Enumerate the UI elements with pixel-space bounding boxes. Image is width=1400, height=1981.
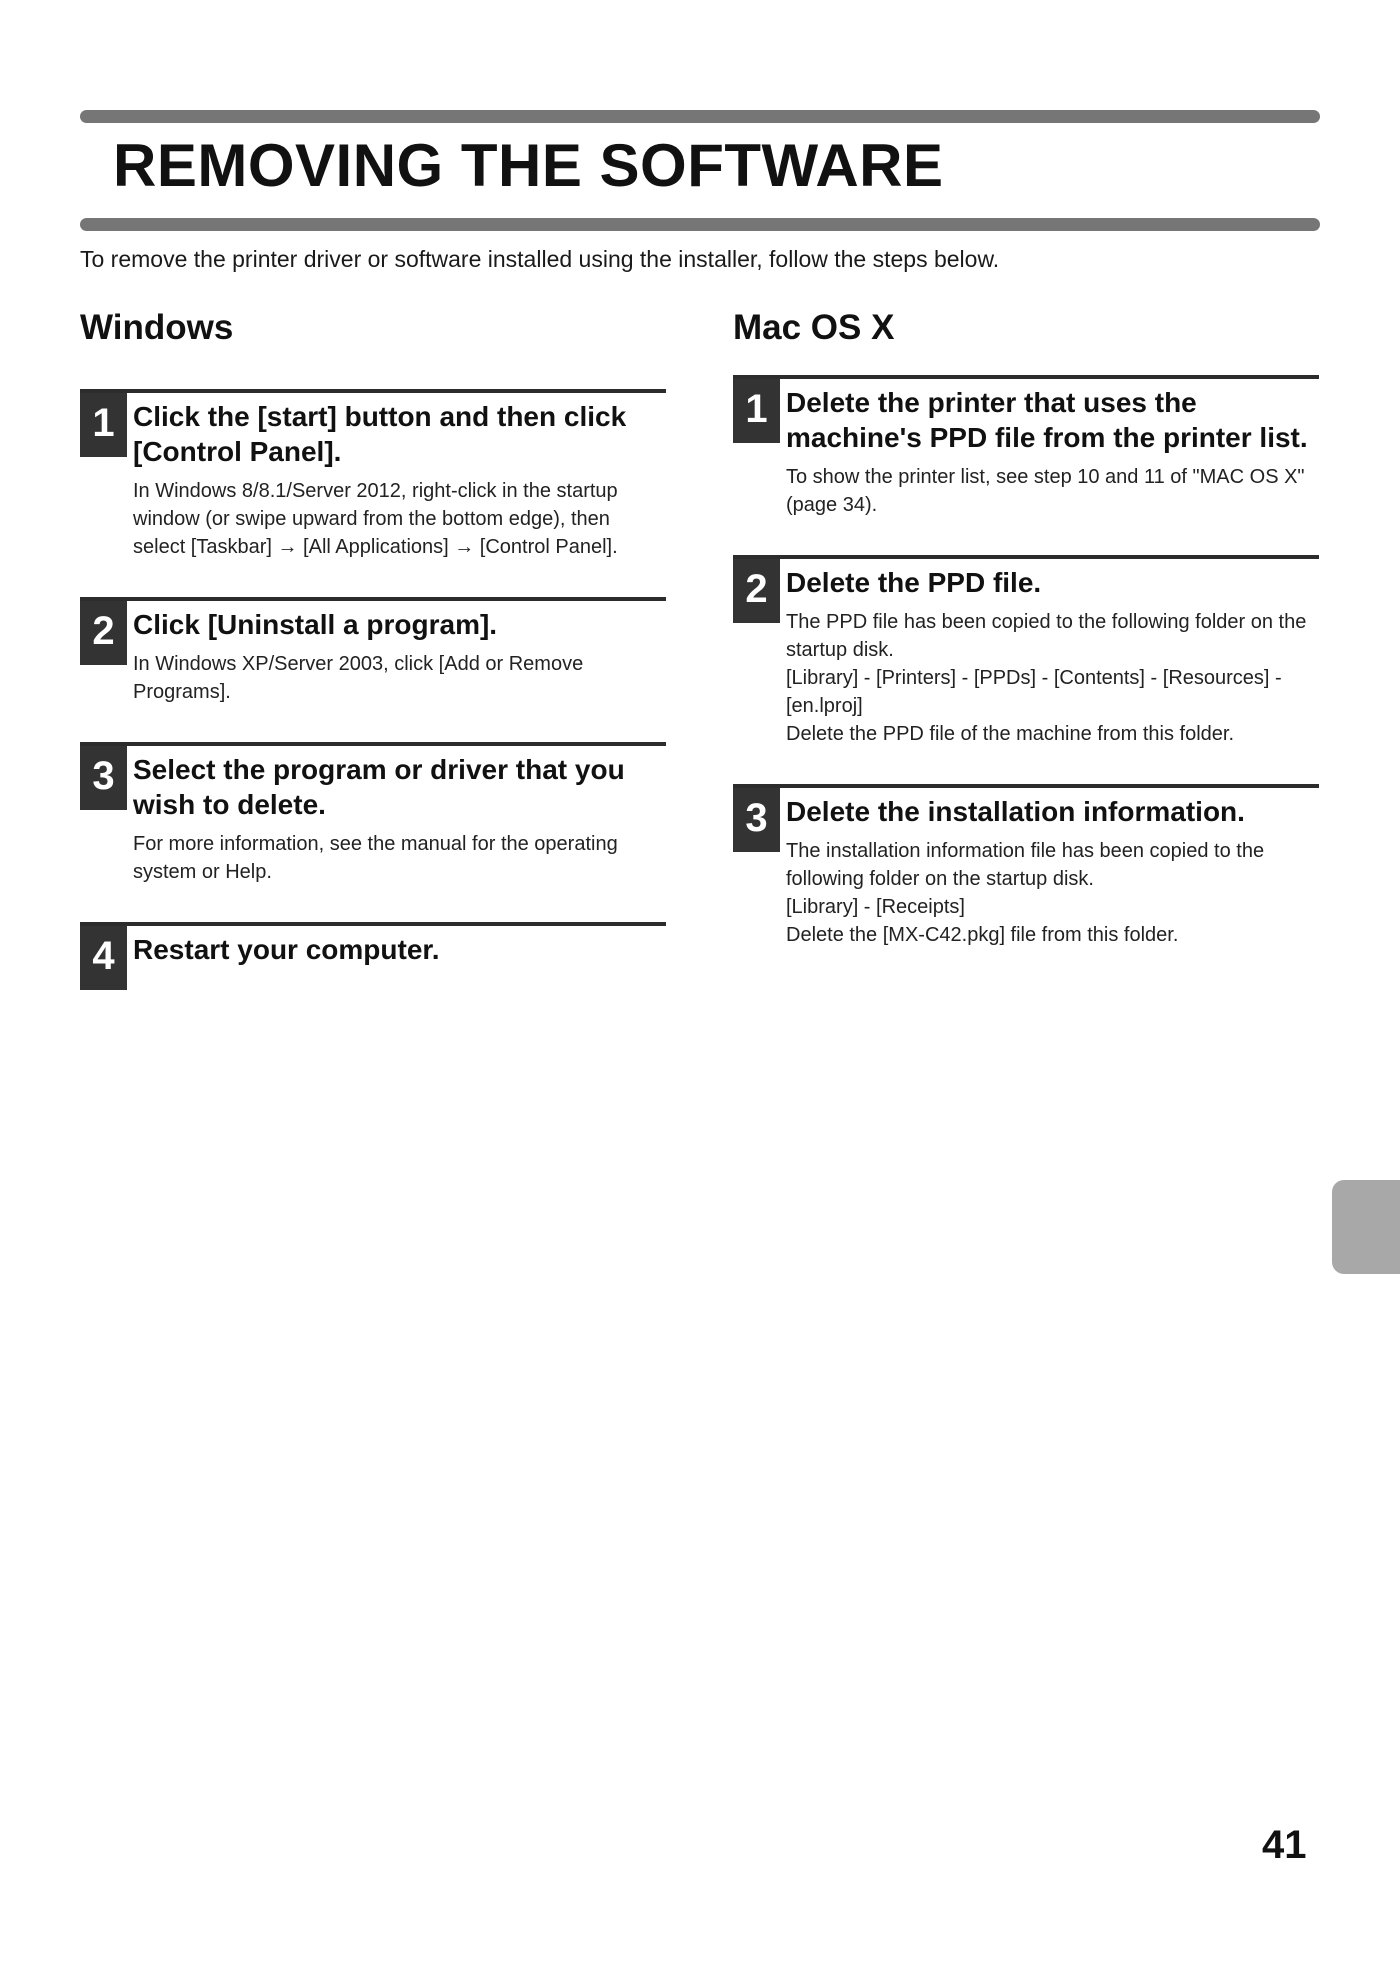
step-number: 3 [733, 788, 780, 852]
step-body [133, 830, 666, 886]
step-body [786, 463, 1319, 519]
chapter-tab [1332, 1180, 1400, 1274]
step-body [133, 477, 666, 561]
step-title: Select the program or driver that you wish to delete. [133, 754, 625, 820]
step-number: 2 [80, 601, 127, 665]
step-title: Restart your computer. [133, 934, 440, 965]
step-text: To show the printer list, see step 10 and 11 of "MAC OS X" (page 34). [786, 466, 1305, 516]
step-text: Delete the [MX-C42.pkg] file from this folder. [786, 924, 1179, 946]
mac-heading: Mac OS X [733, 308, 895, 347]
windows-step [80, 389, 666, 561]
step-body [133, 650, 666, 706]
step-body [786, 837, 1319, 949]
step-number: 3 [80, 746, 127, 810]
step-text: The PPD file has been copied to the following folder on the startup disk. [786, 611, 1307, 661]
step-title: Delete the PPD file. [786, 567, 1042, 598]
step-number: 1 [733, 379, 780, 443]
header-rule-bottom [80, 218, 1320, 231]
step-text: The installation information file has been copied to the following folder on the startup disk. [786, 840, 1265, 890]
step-text: For more information, see the manual for the operating system or Help. [133, 833, 618, 883]
header-rule-top [80, 110, 1320, 123]
mac-section [733, 304, 1319, 985]
step-number: 4 [80, 926, 127, 990]
step-title: Delete the installation information. [786, 796, 1245, 827]
mac-step [733, 375, 1319, 519]
step-body [786, 608, 1319, 748]
step-number: 1 [80, 393, 127, 457]
windows-step [80, 597, 666, 706]
step-title: Delete the printer that uses the machine's PPD file from the printer list. [786, 387, 1308, 453]
step-text: In Windows 8/8.1/Server 2012, right-click in the startup window (or swipe upward from the bottom edge), then select [Taskbar] → [All Applications] → [Control Panel]. [133, 480, 618, 558]
step-path: [Library] - [Printers] - [PPDs] - [Contents] - [Resources] - [en.lproj] [786, 667, 1282, 717]
windows-section [80, 304, 666, 1026]
page-title: REMOVING THE SOFTWARE [113, 132, 944, 199]
windows-heading: Windows [80, 308, 234, 347]
intro-text: To remove the printer driver or software installed using the installer, follow the steps below. [80, 246, 1000, 272]
step-title: Click [Uninstall a program]. [133, 609, 498, 640]
page-number: 41 [1262, 1823, 1307, 1867]
step-text: Delete the PPD file of the machine from this folder. [786, 723, 1234, 745]
mac-step [733, 784, 1319, 949]
windows-step [80, 742, 666, 886]
step-title: Click the [start] button and then click [Control Panel]. [133, 401, 627, 467]
mac-step [733, 555, 1319, 748]
step-text: In Windows XP/Server 2003, click [Add or Remove Programs]. [133, 653, 584, 703]
step-path: [Library] - [Receipts] [786, 896, 965, 918]
windows-step [80, 922, 666, 990]
step-number: 2 [733, 559, 780, 623]
